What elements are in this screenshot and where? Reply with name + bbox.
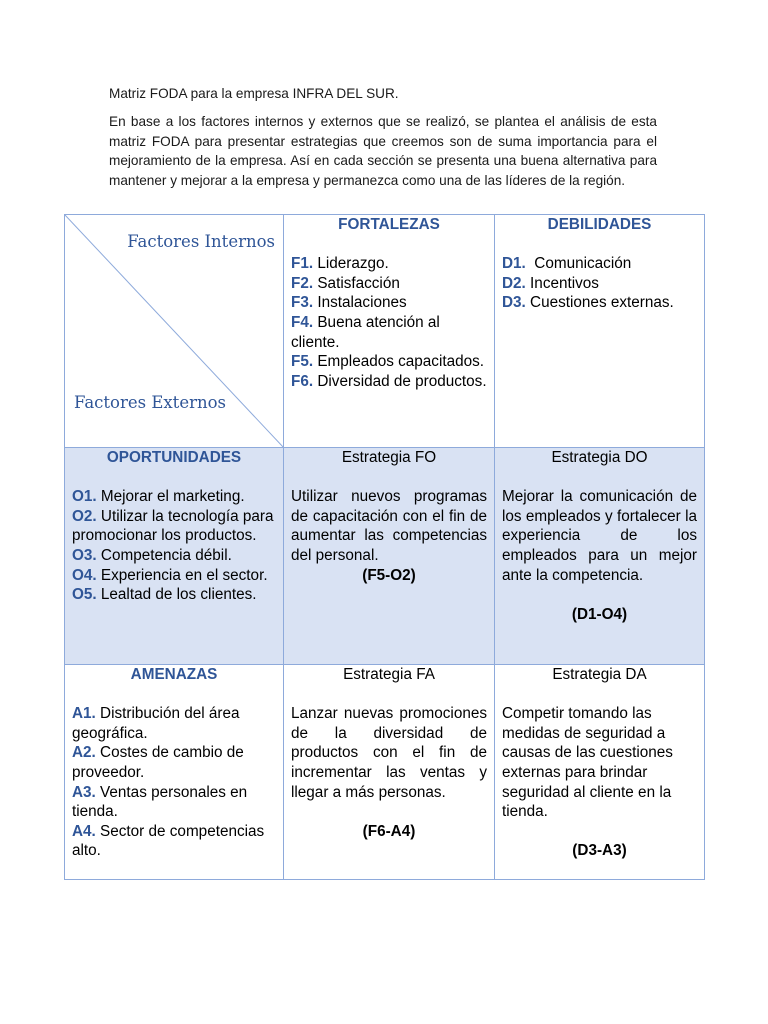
- estrategia-fo-ref: (F5-O2): [362, 566, 416, 584]
- fortalezas-item-text: Liderazgo.: [313, 255, 389, 273]
- debilidades-heading: DEBILIDADES: [547, 216, 652, 233]
- amenazas-list: [72, 704, 276, 861]
- debilidades-item-text: Cuestiones externas.: [525, 294, 674, 312]
- fortalezas-list: [291, 254, 487, 391]
- matrix-corner-cell: [65, 215, 284, 448]
- amenazas-item-code: A1.: [72, 705, 96, 723]
- oportunidades-list: [72, 487, 276, 605]
- amenazas-item-text: Distribución del área geográfica.: [72, 705, 244, 742]
- estrategia-da-cell: [495, 665, 705, 880]
- oportunidades-item: [72, 487, 276, 507]
- estrategia-do-text: Mejorar la comunicación de los empleados y fortalecer la experiencia de los empleados para un mejor ante la competencia.: [502, 488, 697, 584]
- oportunidades-item-text: Mejorar el marketing.: [96, 488, 245, 506]
- amenazas-item: [72, 822, 276, 861]
- corner-label-internal: Factores Internos: [127, 232, 275, 251]
- oportunidades-item-text: Lealtad de los clientes.: [96, 586, 257, 604]
- estrategia-fo-heading: Estrategia FO: [341, 449, 437, 466]
- amenazas-item: [72, 743, 276, 782]
- estrategia-fa-cell: [284, 665, 495, 880]
- fortalezas-item-text: Satisfacción: [313, 274, 400, 292]
- oportunidades-item-code: O1.: [72, 488, 97, 506]
- amenazas-item-text: Costes de cambio de proveedor.: [72, 744, 249, 781]
- estrategia-do-heading: Estrategia DO: [551, 449, 648, 466]
- debilidades-item-code: D3.: [502, 294, 526, 312]
- oportunidades-item-code: O5.: [72, 586, 97, 604]
- amenazas-item-code: A2.: [72, 744, 96, 762]
- fortalezas-item-text: Diversidad de productos.: [313, 372, 487, 390]
- amenazas-item: [72, 704, 276, 743]
- debilidades-cell: [495, 215, 705, 448]
- oportunidades-heading: OPORTUNIDADES: [106, 449, 242, 466]
- oportunidades-cell: [65, 448, 284, 665]
- oportunidades-item: [72, 546, 276, 566]
- foda-matrix: [64, 214, 705, 880]
- estrategia-do-ref: (D1-O4): [571, 605, 628, 623]
- oportunidades-item-text: Utilizar la tecnología para promocionar los productos.: [72, 507, 278, 545]
- amenazas-item: [72, 783, 276, 822]
- document-title: Matriz FODA para la empresa INFRA DEL SUR.: [109, 86, 399, 101]
- fortalezas-item-code: F4.: [291, 313, 314, 331]
- oportunidades-item-code: O3.: [72, 546, 97, 564]
- estrategia-fo-cell: [284, 448, 495, 665]
- fortalezas-item-code: F5.: [291, 353, 314, 371]
- oportunidades-item: [72, 507, 276, 546]
- fortalezas-item-code: F3.: [291, 294, 314, 312]
- amenazas-item-text: Sector de competencias alto.: [72, 822, 269, 860]
- amenazas-heading: AMENAZAS: [130, 666, 218, 683]
- debilidades-item-code: D1.: [502, 255, 526, 273]
- estrategia-fa-text: Lanzar nuevas promociones de la diversidad de productos con el fin de incrementar las ventas y llegar a más personas.: [291, 705, 487, 801]
- oportunidades-item-code: O2.: [72, 507, 97, 525]
- fortalezas-item: [291, 372, 487, 392]
- amenazas-item-text: Ventas personales en tienda.: [72, 783, 252, 821]
- fortalezas-item-code: F6.: [291, 372, 314, 390]
- fortalezas-item-code: F2.: [291, 274, 314, 292]
- oportunidades-item: [72, 585, 276, 605]
- fortalezas-item-code: F1.: [291, 255, 314, 273]
- fortalezas-item-text: Empleados capacitados.: [313, 353, 485, 371]
- estrategia-fo-text: Utilizar nuevos programas de capacitación con el fin de aumentar las competencias del personal.: [291, 488, 487, 564]
- debilidades-item: [502, 274, 697, 294]
- amenazas-item-code: A4.: [72, 822, 96, 840]
- fortalezas-item: [291, 254, 487, 274]
- fortalezas-item: [291, 274, 487, 294]
- corner-label-external: Factores Externos: [74, 393, 226, 412]
- oportunidades-item: [72, 566, 276, 586]
- amenazas-cell: [65, 665, 284, 880]
- estrategia-da-text: Competir tomando las medidas de seguridad a causas de las cuestiones externas para brindar seguridad al cliente en la tienda.: [502, 705, 673, 821]
- fortalezas-item: [291, 293, 487, 313]
- estrategia-do-cell: [495, 448, 705, 665]
- fortalezas-item: [291, 313, 487, 352]
- oportunidades-item-text: Competencia débil.: [96, 546, 232, 564]
- estrategia-fa-ref: (F6-A4): [362, 822, 416, 840]
- debilidades-item: [502, 254, 697, 274]
- debilidades-item-code: D2.: [502, 274, 526, 292]
- fortalezas-item: [291, 352, 487, 372]
- debilidades-item-text: Incentivos: [525, 274, 599, 292]
- intro-paragraph: En base a los factores internos y externos que se realizó, se plantea el análisis de esta matriz FODA para presentar estrategias que creemos son de suma importancia para el mejoramiento de la empresa. Así en cada sección se presenta una buena alternativa para mantener y mejorar a la empresa y permanezca como una de las líderes de la región.: [109, 114, 657, 188]
- fortalezas-item-text: Instalaciones: [313, 294, 407, 312]
- estrategia-da-heading: Estrategia DA: [552, 666, 647, 683]
- debilidades-item-text: Comunicación: [525, 255, 632, 273]
- fortalezas-cell: [284, 215, 495, 448]
- estrategia-da-ref: (D3-A3): [572, 842, 627, 860]
- oportunidades-item-code: O4.: [72, 566, 97, 584]
- debilidades-item: [502, 293, 697, 313]
- fortalezas-item-text: Buena atención al cliente.: [291, 313, 445, 351]
- amenazas-item-code: A3.: [72, 783, 96, 801]
- estrategia-fa-heading: Estrategia FA: [343, 666, 435, 683]
- debilidades-list: [502, 254, 697, 313]
- fortalezas-heading: FORTALEZAS: [338, 216, 440, 233]
- oportunidades-item-text: Experiencia en el sector.: [96, 566, 268, 584]
